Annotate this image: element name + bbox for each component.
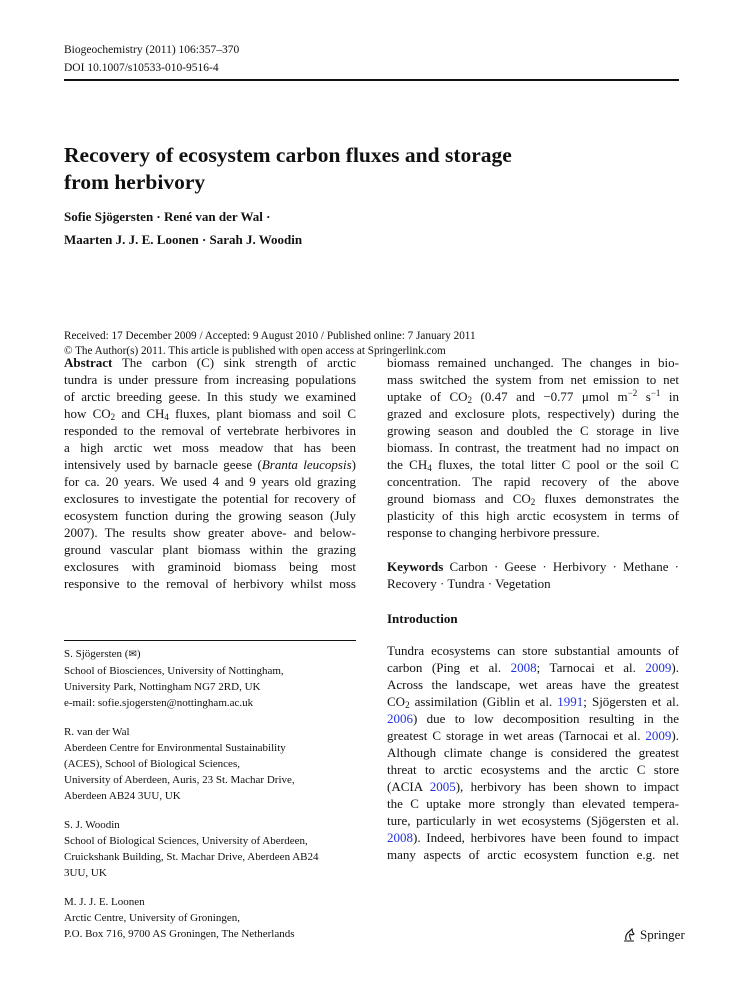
text-run: biomass. In contrast, the treatment had no impact on [387,440,679,455]
text-run: responsive to the removal of herbivory whilst moss [64,576,356,591]
affiliation-author: S. Sjögersten (✉) [64,648,141,660]
text-run: concentration. The rapid recovery of the above [387,474,679,489]
text-run: ; Sjögersten et al. [583,694,679,709]
text-run: ). Indeed, herbivores have been found to impact [413,830,679,845]
text-run: uptake of CO [387,389,468,404]
affiliation-author: S. J. Woodin [64,819,120,831]
text-line [387,846,679,863]
text-run: Branta leucopsis [261,457,352,472]
header-rule [64,79,679,81]
text-run: 4 [164,412,169,422]
text-run: biomass remained unchanged. The changes in bio- [387,355,679,370]
text-run: (0.47 and −0.77 μmol m [472,389,628,404]
text-run: a high arctic wet moss meadow that has been [64,440,356,455]
affiliation [64,817,364,881]
text-run: responded to the removal of vertebrate herbivores in [64,423,356,438]
citation-link[interactable]: 2009 [645,728,672,743]
address-line: Aberdeen AB24 3UU, UK [64,790,181,802]
address-line: (ACES), School of Biological Sciences, [64,758,240,770]
text-run: ground biomass and CO [387,491,531,506]
text-line [64,558,356,575]
text-run: assimilation (Giblin et al. [409,694,558,709]
text-run: exclosures to investigate the potential for recovery of [64,491,356,506]
text-run: 2007). The results show greater above- and below- [64,525,356,540]
text-run: grazed and exclosure plots, respectively) during the [387,406,679,421]
address-line: University of Aberdeen, Auris, 23 St. Machar Drive, [64,774,295,786]
text-line [64,575,356,592]
text-run: of arctic breeding geese. In this study we examined [64,389,356,404]
paragraph [64,354,356,592]
text-line [64,473,356,490]
affiliation-divider [64,640,356,641]
text-run: greatest C storage in wet areas (Tarnocai et al. [387,728,646,743]
text-run: ), herbivory has been shown to impact [455,779,679,794]
author-affiliations [64,646,364,955]
received-dates: Received: 17 December 2009 / Accepted: 9 August 2010 / Published online: 7 January 2011 [64,330,476,342]
email-address[interactable]: e-mail: sofie.sjogersten@nottingham.ac.uk [64,697,254,709]
paragraph [387,558,679,592]
text-run: ). [671,728,679,743]
text-run: many aspects of arctic ecosystem function e.g. net [387,847,679,862]
doi[interactable]: DOI 10.1007/s10533-010-9516-4 [64,62,219,74]
text-line [64,507,356,524]
text-line [64,456,356,473]
text-run: growing season and doubled the C storage in live [387,423,679,438]
text-line [64,541,356,558]
text-run: 2 [110,412,116,422]
text-line [387,727,679,744]
text-run: for ca. 20 years. We used 4 and 9 years old grazing [64,474,356,489]
text-run: 4 [427,463,432,473]
text-run: ) [351,457,356,472]
text-run: ; Tarnocai et al. [536,660,646,675]
text-run: response to changing herbivore pressure. [387,525,600,540]
inline-heading: Abstract [64,355,113,370]
text-line [387,388,679,405]
address-line: 3UU, UK [64,867,107,879]
address-line: P.O. Box 716, 9700 AS Groningen, The Netherlands [64,928,295,940]
right-column [387,354,679,863]
envelope-icon[interactable]: ✉ [128,649,137,660]
text-line [387,439,679,456]
text-line [387,761,679,778]
text-run: ) due to low decomposition resulting in the [413,711,679,726]
text-run: and CH [115,406,165,421]
text-line [387,575,679,592]
text-line [387,778,679,795]
text-line [64,405,356,422]
text-line [387,354,679,371]
text-line [387,829,679,846]
introduction-text [387,642,679,863]
text-line [387,642,679,659]
journal-citation: Biogeochemistry (2011) 106:357–370 [64,44,240,56]
text-line [387,693,679,710]
text-run: Carbon · Geese · Herbivory · Methane · [443,559,679,574]
text-line [64,371,356,388]
text-run: −1 [650,388,661,398]
text-line [387,659,679,676]
inline-heading: Keywords [387,559,444,574]
title-line: from herbivory [64,170,206,194]
text-run: ecosystem function during the growing season (July [64,508,356,523]
text-run: in [660,389,679,404]
text-line [387,507,679,524]
text-line [387,558,679,575]
text-run: exclosures with graminoid biomass being most [64,559,356,574]
text-run: ture, particularly in wet ecosystems (Sjögersten et al. [387,813,679,828]
text-run: threat to arctic ecosystems and the arctic C store [387,762,679,777]
text-run: ). [671,660,679,675]
citation-link[interactable]: 2006 [387,711,413,726]
text-line [387,405,679,422]
article-title [64,142,624,196]
text-run: 2 [467,395,473,405]
authors-line: Maarten J. J. E. Loonen · Sarah J. Woodin [64,232,303,247]
springer-logo [621,927,685,943]
text-line [387,422,679,439]
citation-link[interactable]: 1991 [557,694,584,709]
section-heading-introduction: Introduction [387,611,458,626]
citation-link[interactable]: 2008 [387,830,413,845]
text-run: 2 [530,497,536,507]
address-line: School of Biological Sciences, University of Aberdeen, [64,835,308,847]
text-line [387,676,679,693]
text-run: −2 [627,388,638,398]
text-run: intensively used by barnacle geese ( [64,457,262,472]
text-run: (ACIA [387,779,430,794]
paragraph [387,354,679,541]
affiliation [64,724,364,804]
text-line [387,371,679,388]
text-line [387,744,679,761]
text-run: Although climate change is considered the greatest [387,745,679,760]
text-run: mass switched the system from net emission to net [387,372,679,387]
text-line [387,524,679,541]
text-line [387,812,679,829]
address-line: School of Biosciences, University of Nottingham, [64,665,284,677]
text-line [64,524,356,541]
text-line [387,795,679,812]
text-run: the C uptake more strongly than elevated tempera- [387,796,679,811]
text-run: tundra is under pressure from increasing populations [64,372,356,387]
text-line [64,422,356,439]
springer-horse-icon [621,927,637,943]
address-line: Cruickshank Building, St. Machar Drive, Aberdeen AB24 [64,851,319,863]
text-run: carbon (Ping et al. [387,660,511,675]
affiliation [64,894,364,942]
text-run: Across the landscape, wet areas have the greatest [387,677,679,692]
text-run: fluxes, the total litter C pool or the soil C [431,457,679,472]
text-line [387,710,679,727]
text-run: s [637,389,651,404]
text-run: fluxes demonstrates the [535,491,679,506]
citation-link[interactable]: 2009 [645,660,672,675]
text-run: how CO [64,406,111,421]
text-line [64,388,356,405]
text-run: The carbon (C) sink strength of arctic [112,355,356,370]
affiliation [64,646,364,711]
affiliation-author: M. J. J. E. Loonen [64,896,145,908]
text-line [387,490,679,507]
author-list [64,205,302,251]
title-line: Recovery of ecosystem carbon fluxes and storage [64,143,512,167]
abstract-left-column [64,354,356,592]
text-line [387,456,679,473]
text-run: the CH [387,457,428,472]
abstract-continued [387,354,679,592]
text-line [64,354,356,371]
address-line: University Park, Nottingham NG7 2RD, UK [64,681,261,693]
affiliation-author: R. van der Wal [64,726,130,738]
text-run: Recovery · Tundra · Vegetation [387,576,551,591]
copyright-notice: © The Author(s) 2011. This article is published with open access at Springerlink.com [64,345,446,357]
publisher-name: Springer [640,927,685,942]
address-line: Aberdeen Centre for Environmental Sustainability [64,742,286,754]
text-run: CO [387,694,406,709]
authors-line: Sofie Sjögersten · René van der Wal · [64,209,271,224]
text-run: fluxes, plant biomass and soil C [168,406,356,421]
text-line [64,490,356,507]
text-run: 2 [405,700,410,710]
text-run: ground vascular plant biomass within the grazing [64,542,356,557]
citation-link[interactable]: 2008 [510,660,537,675]
text-line [64,439,356,456]
text-line [387,473,679,490]
citation-link[interactable]: 2005 [429,779,456,794]
address-line: Arctic Centre, University of Groningen, [64,912,240,924]
text-run: Tundra ecosystems can store substantial amounts of [387,643,679,658]
running-header [64,41,239,77]
text-run: plasticity of this high arctic ecosystem in terms of [387,508,679,523]
